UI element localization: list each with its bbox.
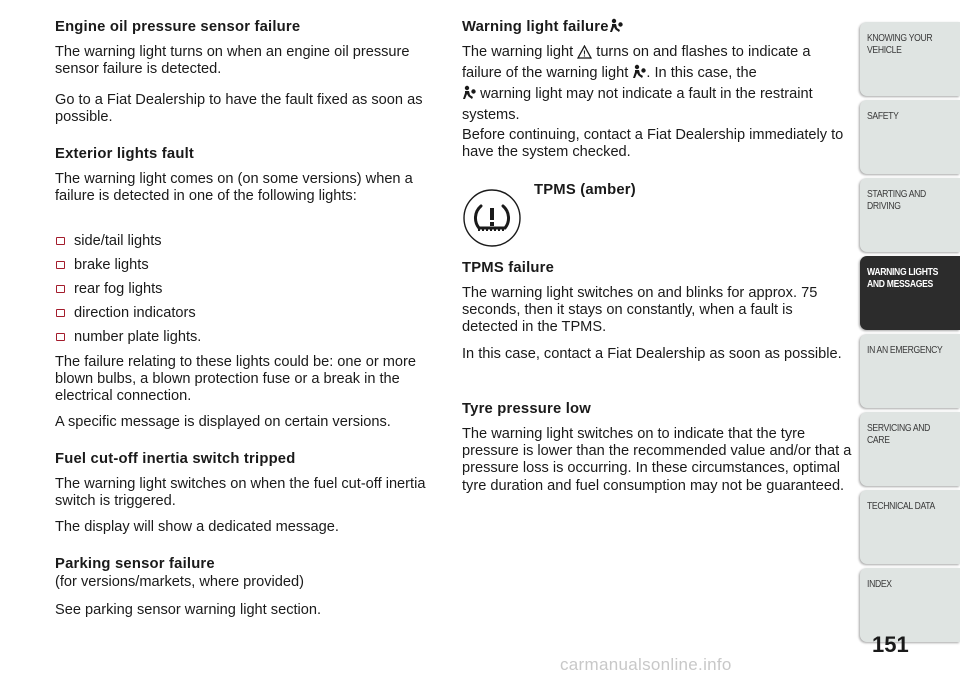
tab-warning-lights-and-messages[interactable]: WARNING LIGHTS AND MESSAGES — [860, 256, 960, 330]
warning-light-failure-heading: Warning light failure — [462, 18, 852, 39]
oil-sensor-text-1: The warning light turns on when an engine oil pressure sensor failure is detected. — [55, 44, 410, 78]
parking-sensor-text: See parking sensor warning light section. — [55, 602, 322, 618]
tpms-failure-text-1: The warning light switches on and blinks for approx. 75 seconds, then it stays on constantly, when a fault is detected in the TPMS. — [462, 285, 818, 336]
tpms-failure-text-2: In this case, contact a Fiat Dealership as soon as possible. — [462, 346, 842, 362]
parking-sensor-subtitle: (for versions/markets, where provided) — [55, 574, 304, 590]
oil-sensor-heading: Engine oil pressure sensor failure — [55, 19, 301, 35]
exterior-lights-text-3: A specific message is displayed on certain versions. — [55, 414, 391, 430]
airbag-warning-icon — [632, 64, 646, 85]
tab-knowing-your-vehicle[interactable]: KNOWING YOUR VEHICLE — [860, 22, 960, 96]
list-item: rear fog lights — [55, 281, 162, 298]
exterior-lights-text-1: The warning light comes on (on some versions) when a failure is detected in one of the following lights: — [55, 171, 413, 205]
list-item: side/tail lights — [55, 233, 162, 250]
fuel-cutoff-heading: Fuel cut-off inertia switch tripped — [55, 451, 296, 467]
tpms-amber-title: TPMS (amber) — [534, 182, 636, 198]
list-item: brake lights — [55, 257, 149, 274]
tab-index[interactable]: INDEX — [860, 568, 960, 642]
tyre-pressure-text: The warning light switches on to indicate that the tyre pressure is lower than the recommended value and/or that a pressure loss is occurring. In these circumstances, optimal tyre duration and fuel consumption may not be guaranteed. — [462, 426, 852, 494]
exterior-lights-text-2: The failure relating to these lights could be: one or more blown bulbs, a blown protection fuse or a break in the electrical connection. — [55, 354, 416, 405]
exterior-lights-heading: Exterior lights fault — [55, 146, 195, 162]
tab-in-an-emergency[interactable]: IN AN EMERGENCY — [860, 334, 960, 408]
tpms-failure-heading: TPMS failure — [462, 260, 555, 276]
warning-light-failure-text-1: The warning light ! turns on and flashes to indicate a failure of the warning light . In this case, the warning light may not indicate a fault in the restraint systems. — [462, 44, 813, 123]
tyre-pressure-heading: Tyre pressure low — [462, 401, 591, 417]
warning-triangle-icon — [577, 45, 592, 64]
parking-sensor-heading: Parking sensor failure — [55, 556, 215, 572]
fuel-cutoff-text-2: The display will show a dedicated message. — [55, 519, 339, 535]
tab-safety[interactable]: SAFETY — [860, 100, 960, 174]
warning-light-failure-text-2: Before continuing, contact a Fiat Dealership immediately to have the system checked. — [462, 127, 844, 161]
oil-sensor-text-2: Go to a Fiat Dealership to have the fault fixed as soon as possible. — [55, 92, 423, 126]
page-number: 151 — [872, 632, 909, 657]
list-item: number plate lights. — [55, 329, 201, 346]
tab-starting-and-driving[interactable]: STARTING AND DRIVING — [860, 178, 960, 252]
airbag-warning-icon — [462, 85, 476, 106]
tpms-icon — [462, 188, 522, 248]
airbag-warning-icon — [609, 18, 623, 39]
tab-technical-data[interactable]: TECHNICAL DATA — [860, 490, 960, 564]
watermark: carmanualsonline.info — [560, 655, 732, 674]
tab-servicing-and-care[interactable]: SERVICING AND CARE — [860, 412, 960, 486]
list-item: direction indicators — [55, 305, 196, 322]
fuel-cutoff-text-1: The warning light switches on when the fuel cut-off inertia switch is triggered. — [55, 476, 426, 510]
svg-text:!: ! — [583, 49, 587, 59]
